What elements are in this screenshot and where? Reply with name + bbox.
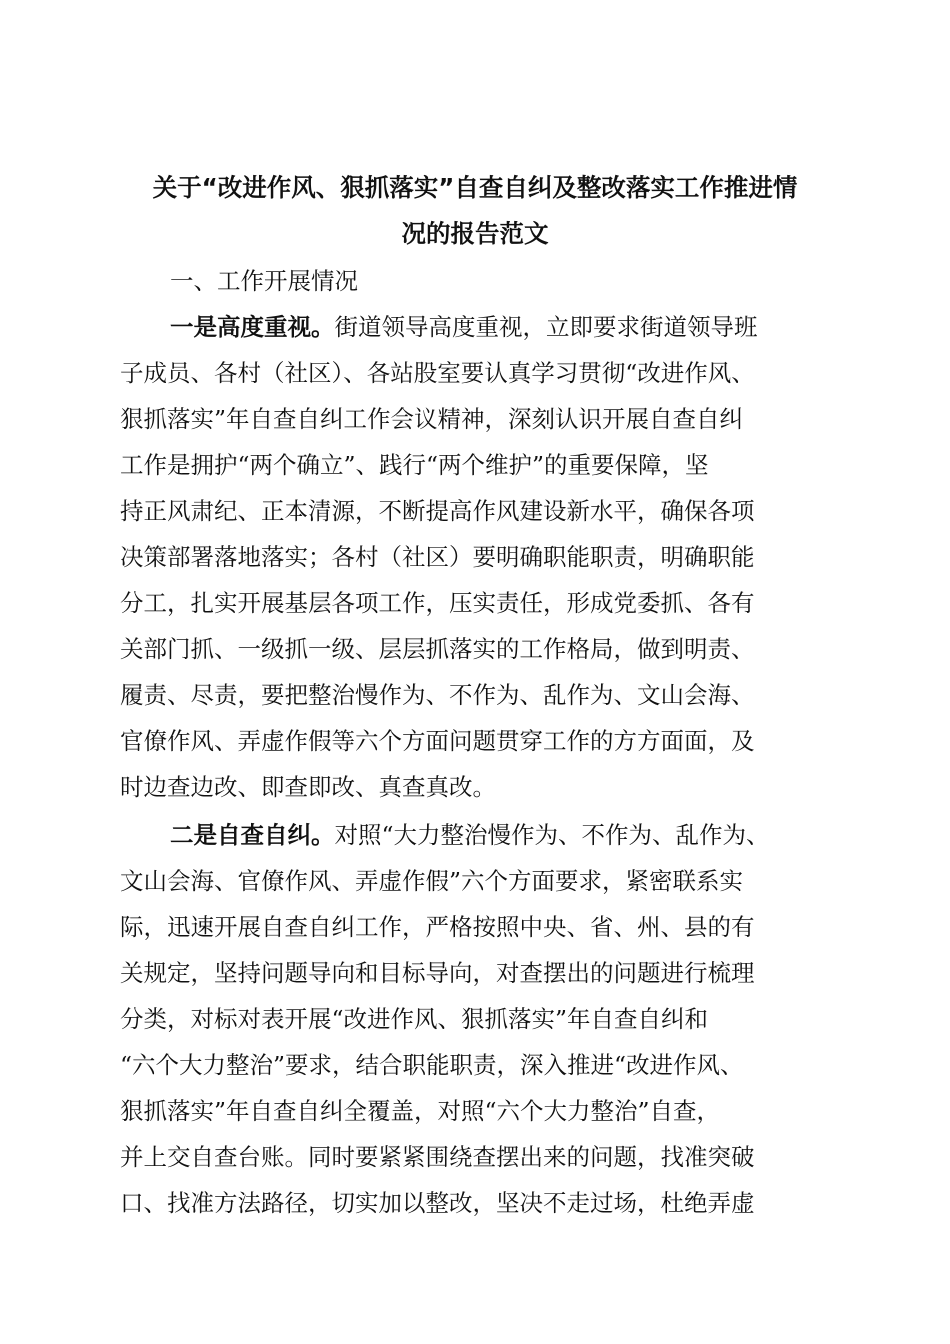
paragraph-line: 时边查边改、即查即改、真查真改。 <box>120 773 496 801</box>
paragraph-line: 关规定，坚持问题导向和目标导向，对查摆出的问题进行梳理 <box>120 959 755 987</box>
paragraph-lead: 一是高度重视。 <box>170 313 335 341</box>
paragraph-first-line <box>120 812 830 858</box>
document-body <box>120 258 830 1226</box>
paragraph-line: “六个大力整治”要求，结合职能职责，深入推进“改进作风、 <box>120 1051 744 1079</box>
paragraph-text: 街道领导高度重视，立即要求街道领导班 <box>334 313 758 341</box>
paragraph-line: 子成员、各村（社区）、各站股室要认真学习贯彻“改进作风、 <box>120 359 755 387</box>
paragraph-line: 持正风肃纪、正本清源，不断提高作风建设新水平，确保各项 <box>120 497 755 525</box>
paragraph-high-attention <box>120 304 830 810</box>
paragraph-line: 履责、尽责，要把整治慢作为、不作为、乱作为、文山会海、 <box>120 681 755 709</box>
paragraph-line: 分工，扎实开展基层各项工作，压实责任，形成党委抓、各有 <box>120 589 755 617</box>
paragraph-line: 狠抓落实”年自查自纠全覆盖，对照“六个大力整治”自查， <box>120 1097 721 1125</box>
title-line-1: 关于“改进作风、狠抓落实”自查自纠及整改落实工作推进情 <box>152 173 798 202</box>
paragraph-line: 狠抓落实”年自查自纠工作会议精神，深刻认识开展自查自纠 <box>120 405 744 433</box>
paragraph-first-line <box>120 304 830 350</box>
paragraph-line: 关部门抓、一级抓一级、层层抓落实的工作格局，做到明责、 <box>120 635 755 663</box>
paragraph-text: 对照“大力整治慢作为、不作为、乱作为、 <box>334 821 770 849</box>
paragraph-line: 文山会海、官僚作风、弄虚作假”六个方面要求，紧密联系实 <box>120 867 744 895</box>
paragraph-line: 工作是拥护“两个确立”、践行“两个维护”的重要保障，坚 <box>120 451 709 479</box>
paragraph-line: 口、找准方法路径，切实加以整改，坚决不走过场，杜绝弄虚 <box>120 1189 755 1217</box>
paragraph-self-inspection <box>120 812 830 1226</box>
paragraph-line: 并上交自查台账。同时要紧紧围绕查摆出来的问题，找准突破 <box>120 1143 755 1171</box>
paragraph-line: 决策部署落地落实；各村（社区）要明确职能职责，明确职能 <box>120 543 755 571</box>
paragraph-lead: 二是自查自纠。 <box>170 821 335 849</box>
document-title <box>120 165 830 257</box>
title-line-2: 况的报告范文 <box>401 219 549 248</box>
paragraph-line: 官僚作风、弄虚作假等六个方面问题贯穿工作的方方面面，及 <box>120 727 755 755</box>
paragraph-line: 分类，对标对表开展“改进作风、狠抓落实”年自查自纠和 <box>120 1005 709 1033</box>
paragraph-line: 际，迅速开展自查自纠工作，严格按照中央、省、州、县的有 <box>120 913 755 941</box>
section-heading: 一、工作开展情况 <box>170 267 358 295</box>
